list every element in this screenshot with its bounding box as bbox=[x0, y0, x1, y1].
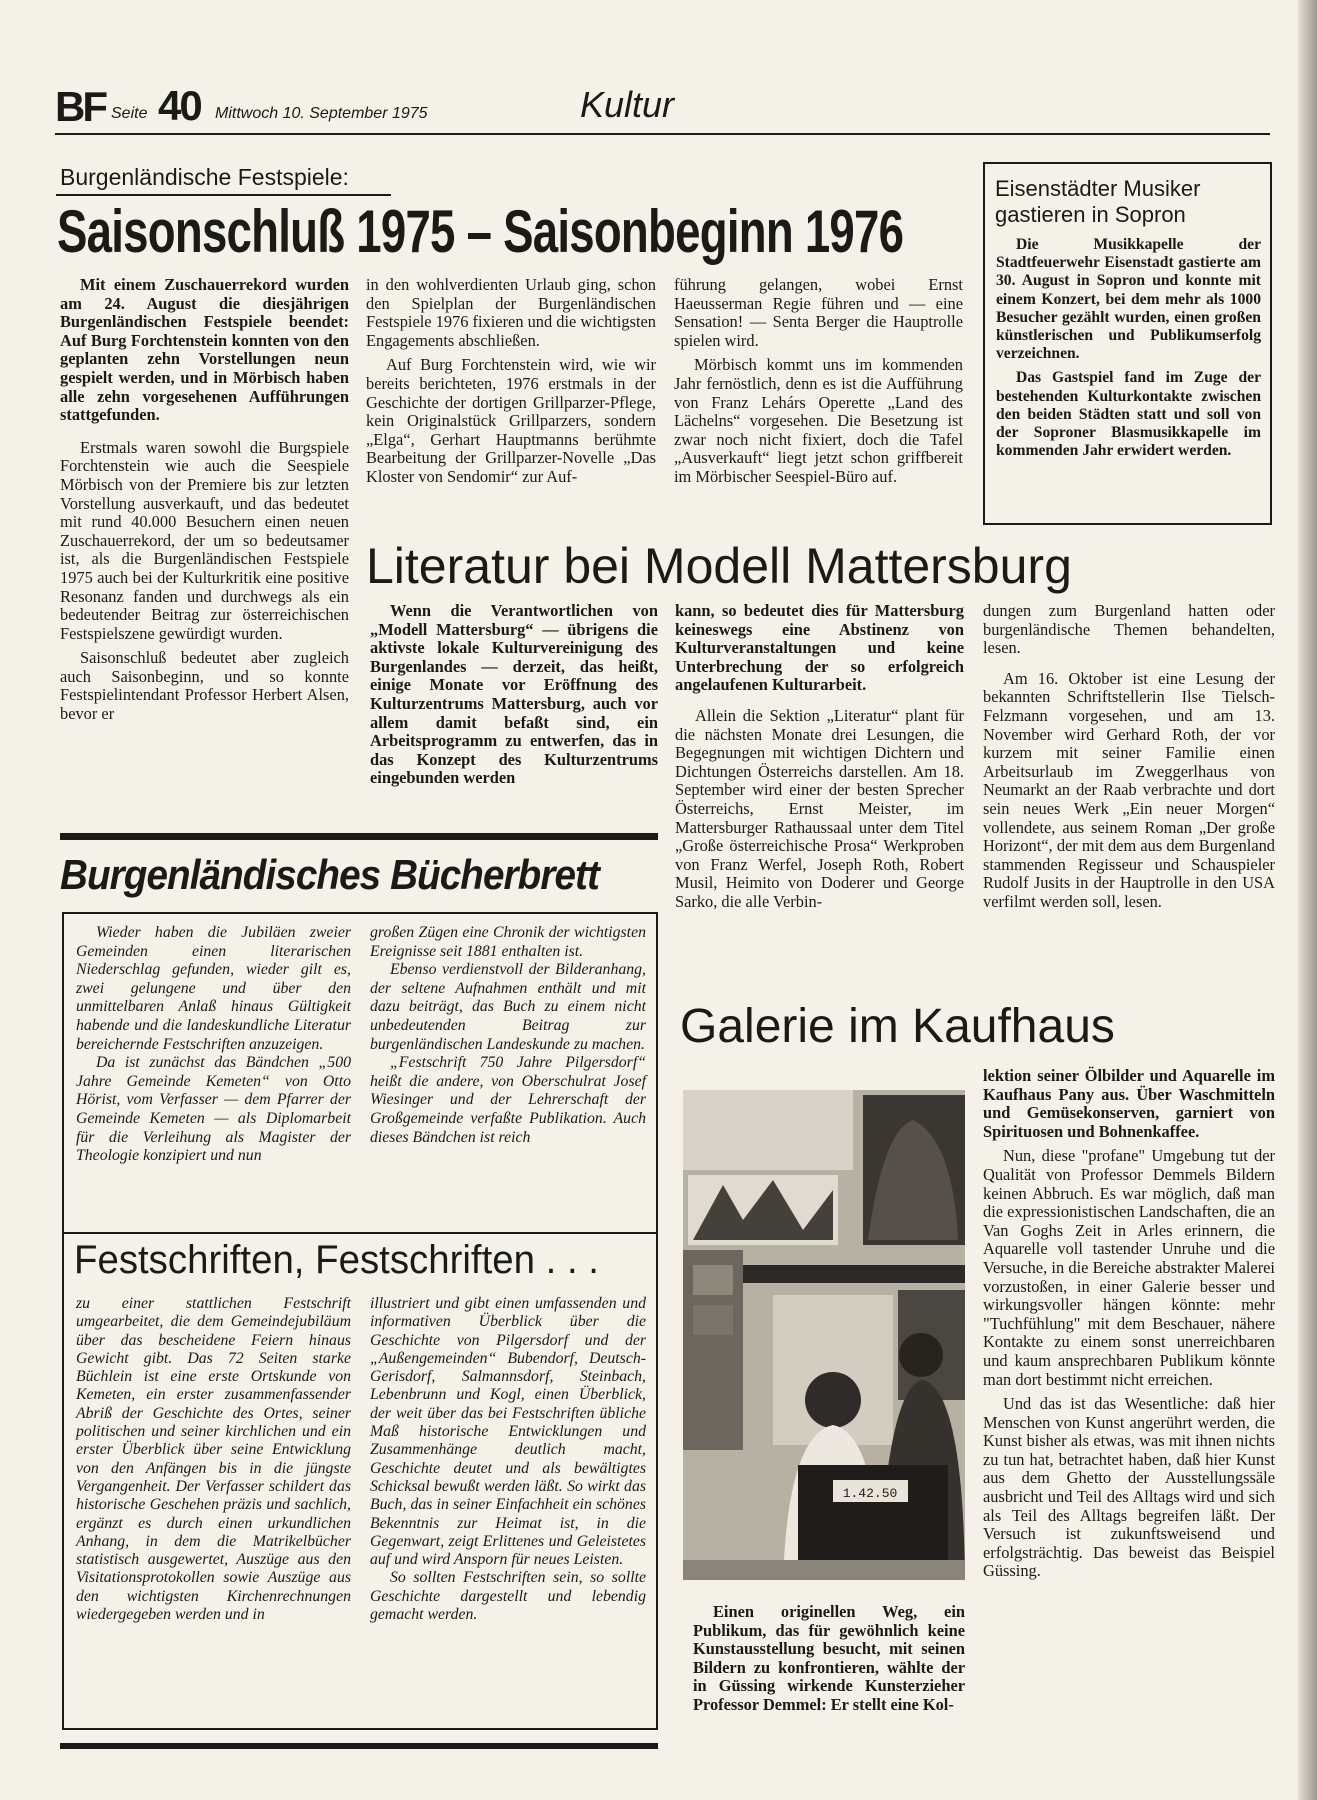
sopron-headline: Eisenstädter Musiker gastieren in Sopron bbox=[995, 176, 1201, 227]
festschriften-bottom-rule bbox=[60, 1743, 658, 1749]
page-label: Seite bbox=[111, 105, 148, 122]
galerie-photo-illustration bbox=[683, 1090, 965, 1580]
literatur-col-2 bbox=[675, 602, 964, 918]
page-edge bbox=[1298, 0, 1317, 1800]
buecherbrett-top-rule bbox=[60, 833, 658, 840]
festschriften-c3: So sollten Festschriften sein, so sollte Geschichte dargestellt und lebendig gemacht werden. bbox=[370, 1569, 646, 1624]
buecherbrett-c2: Da ist zunächst das Bändchen „500 Jahre Gemeinde Kemeten“ von Otto Hörist, vom Verfasser — dem Pfarrer der Gemeinde Kemeten — als Diplomarbeit für die Verleihung als Magister der Theologie konzipiert und nun bbox=[76, 1054, 351, 1165]
festspiele-p5: führung gelangen, wobei Ernst Haeusserman Regie führen und — eine Sensation! — Senta Berger die Hauptrolle spielen wird. bbox=[674, 275, 963, 350]
festschriften-c2: illustriert und gibt einen umfassenden und informativen Überblick über die Geschichte von Pilgersdorf und der „Außengemeinden“ Bubendorf, Deutsch-Gerisdorf, Salmannsdorf, Steinbach, Lebenbrunn und Kogl, einen Überblick, der weit über das bei Festschriften übliche Maß historische Entwicklungen und Zusammenhänge deutlich macht, Geschichte deutet und als bewältigtes Schicksal bewußt werden läßt. So wirkt das Buch, das in seiner Einfachheit ein schönes Bekenntnis zur Heimat ist, in die Gegenwart, zeigt Erlittenes und Geleistetes auf und wird Ansporn für neues Leisten. bbox=[370, 1295, 646, 1569]
buecherbrett-c3: großen Zügen eine Chronik der wichtigsten Ereignisse seit 1881 enthalten ist. bbox=[370, 924, 646, 960]
galerie-p1: Nun, diese "profane" Umgebung tut der Qualität von Professor Demmels Bildern keinen Abbruch. Es war möglich, daß man die expressionistischen Landschaften, die an Van Goghs Zeit in Arles erinnern, die Aquarelle voll tastender Unruhe und die Versuche, in die Bereiche abstrakter Malerei vorzustoßen, in einer Galerie besser und wirkungsvoller hängen könnte: mehr "Tuchfühlung" mit dem Beschauer, nähere Kontakte zu einem sonst unerreichbaren und kaum ansprechbaren Publikum könnte man dort bestimmt nicht erreichen. bbox=[983, 1146, 1275, 1389]
festspiele-lead: Mit einem Zuschauerrekord wurden am 24. August die diesjährigen Burgenländischen Festspiele beendet: Auf Burg Forchtenstein konnten von den geplanten zehn Vorstellungen neun gespielt werden, und in Mörbisch haben alle zehn vorgesehenen Aufführungen stattgefunden. bbox=[60, 275, 349, 425]
festspiele-kicker: Burgenländische Festspiele: bbox=[60, 164, 349, 190]
sopron-body bbox=[996, 236, 1261, 466]
buecherbrett-col-2 bbox=[370, 924, 646, 1153]
issue-date: Mittwoch 10. September 1975 bbox=[215, 105, 428, 122]
page-number: 40 bbox=[158, 82, 201, 129]
festspiele-p6: Mörbisch kommt uns im kommenden Jahr fernöstlich, denn es ist die Aufführung von Franz Lehárs Operette „Land des Lächelns“ vorgesehen. Die Besetzung ist zwar noch nicht fixiert, doch die Tafel „Ausverkauft“ liegt jetzt schon griffbereit im Mörbischer Seespiel-Büro auf. bbox=[674, 355, 963, 486]
sopron-p1: Die Musikkapelle der Stadtfeuerwehr Eisenstadt gastierte am 30. August in Sopron und konnte mit einem Konzert, bei dem mehr als 1000 Besucher gezählt wurden, einen großen künstlerischen und Publikumserfolg verzeichnen. bbox=[996, 236, 1261, 363]
galerie-headline: Galerie im Kaufhaus bbox=[680, 1000, 1115, 1053]
literatur-p1: Allein die Sektion „Literatur“ plant für die nächsten Monate drei Lesungen, die Begegnungen mit wichtigen Dichtern und Dichtungen Österreichs darstellen. Am 18. September wird einer der besten Sprecher Österreichs, Ernst Meister, im Mattersburger Rathaussaal unter dem Titel „Große österreichische Prosa“ Werkproben von Franz Werfel, Joseph Roth, Robert Musil, Heimito von Doderer und George Sarko, die alle Verbin- bbox=[675, 705, 964, 911]
literatur-lead-2: kann, so bedeutet dies für Mattersburg keineswegs eine Abstinenz von Kulturveranstaltungen und keine Unterbrechung der so erfolgreich angelaufenen Kulturarbeit. bbox=[675, 601, 964, 695]
festspiele-headline: Saisonschluß 1975 – Saisonbeginn 1976 bbox=[57, 198, 904, 265]
galerie-photo bbox=[683, 1090, 965, 1580]
festspiele-p2: Saisonschluß bedeutet aber zugleich auch Saisonbeginn, und so konnte Festspielintendant Professor Herbert Alsen, bevor er bbox=[60, 648, 349, 724]
galerie-col-right bbox=[983, 1067, 1275, 1587]
festschriften-c1: zu einer stattlichen Festschrift umgearbeitet, die dem Gemeindejubiläum über das bescheidene Feiern hinaus Gewicht gibt. Das 72 Seiten starke Büchlein ist eine erste Ortskunde von Kemeten, ein erster zusammenfassender Abriß der Geschichte des Ortes, seiner politischen und seiner kirchlichen und ein erster Überblick über seine Entwicklung von den Anfängen bis in die jüngste Vergangenheit. Der Verfasser schildert das historische Geschehen präzis und sachlich, ergänzt es durch einen urkundlichen Anhang, in dem die Matrikelbücher statistisch ausgewertet, Auszüge aus den Visitationsprotokollen sowie Auszüge aus den wichtigsten Kirchenrechnungen wiedergegeben werden und in bbox=[76, 1295, 351, 1624]
festspiele-p3: in den wohlverdienten Urlaub ging, schon den Spielplan der Burgenländischen Festspiele 1976 fixieren und die wichtigsten Engagements abschließen. bbox=[366, 275, 656, 350]
festschriften-headline: Festschriften, Festschriften . . . bbox=[74, 1238, 599, 1282]
galerie-lead: lektion seiner Ölbilder und Aquarelle im Kaufhaus Pany aus. Über Waschmitteln und Gemüsekonserven, garniert von Spirituosen und Bohnenkaffee. bbox=[983, 1066, 1275, 1141]
galerie-caption: Einen originellen Weg, ein Publikum, das für gewöhnlich keine Kunstausstellung besucht, mit seinen Bildern zu konfrontieren, wählte der in Güssing wirkende Kunsterzieher Professor Demmel: Er stellt eine Kol- bbox=[693, 1602, 965, 1714]
cash-register-display: 1.42.50 bbox=[842, 1486, 898, 1501]
literatur-lead: Wenn die Verantwortlichen von „Modell Mattersburg“ — übrigens die aktivste lokale Kulturvereinigung des Burgenlandes — derzeit, das heißt, einige Monate vor Eröffnung des Kulturzentrums Mattersburg, auch vor allem damit befaßt sind, ein Arbeitsprogramm zu entwerfen, das in das Konzept des Kulturzentrums eingebunden werden bbox=[370, 601, 658, 788]
festspiele-col-3 bbox=[674, 276, 963, 493]
festspiele-p4: Auf Burg Forchtenstein wird, wie wir bereits berichteten, 1976 erstmals in der Geschichte der dortigen Grillparzer-Pflege, kein Originalstück Grillparzers, sondern „Elga“, Gerhart Hauptmanns berühmte Bearbeitung der Grillparzer-Novelle „Das Kloster von Sendomir“ zur Auf- bbox=[366, 355, 656, 486]
festschriften-col-2 bbox=[370, 1295, 646, 1630]
header-rule bbox=[55, 133, 1270, 135]
galerie-caption-col bbox=[693, 1603, 965, 1721]
literatur-p2: dungen zum Burgenland hatten oder burgenländische Themen behandelten, lesen. bbox=[983, 601, 1275, 658]
festspiele-p1: Erstmals waren sowohl die Burgspiele Forchtenstein wie auch die Seespiele Mörbisch von der Premiere bis zur letzten Vorstellung ausverkauft, und das bedeutet mit rund 40.000 Besuchern einen neuen Zuschauerrekord, der um so bedeutsamer ist, als die Burgenländischen Festspiele 1975 auch bei der Kulturkritik eine positive Resonanz fanden und durchwegs als ein bedeutender Beitrag zur österreichischen Festspielszene gewürdigt wurden. bbox=[60, 437, 349, 643]
literatur-p3: Am 16. Oktober ist eine Lesung der bekannten Schriftstellerin Ilse Tielsch-Felzmann vorgesehen, und am 13. November wird Gerhard Roth, der vor kurzem mit seiner Familie einen Arbeitsurlaub im Zweggerlhaus von Neumarkt an der Raab verbrachte und dort sein neues Werk „Ein neuer Morgen“ vollendete, aus seinem Roman „Der große Horizont“, der mit dem aus dem Burgenland stammenden Regisseur und Schauspieler Rudolf Jusits in der Hauptrolle in den USA verfilmt werden soll, lesen. bbox=[983, 668, 1275, 911]
festschriften-top-rule bbox=[62, 1232, 658, 1234]
festschriften-col-1 bbox=[76, 1295, 351, 1630]
sopron-p2: Das Gastspiel fand im Zuge der bestehenden Kulturkontakte zwischen den beiden Städten statt und soll von der Soproner Blasmusikkapelle im kommenden Jahr erwidert werden. bbox=[996, 369, 1261, 460]
literatur-col-1 bbox=[370, 602, 658, 794]
section-title: Kultur bbox=[580, 84, 675, 125]
buecherbrett-c4: Ebenso verdienstvoll der Bilderanhang, der seltene Aufnahmen enthält und mit dazu beiträgt, das Buch zu einem nicht unbedeutenden Beitrag zur burgenländischen Landeskunde zu machen. bbox=[370, 961, 646, 1053]
literatur-headline: Literatur bei Modell Mattersburg bbox=[366, 538, 1072, 594]
buecherbrett-col-1 bbox=[76, 924, 351, 1172]
kicker-underline bbox=[56, 194, 391, 196]
festspiele-col-1 bbox=[60, 276, 349, 730]
buecherbrett-c1: Wieder haben die Jubiläen zweier Gemeinden einen literarischen Niederschlag gefunden, wieder gilt es, zwei gelungene und über den unmittelbaren Anlaß hinaus Gültigkeit habende und die landeskundliche Literatur bereichernde Festschriften anzuzeigen. bbox=[76, 924, 351, 1053]
buecherbrett-c5: „Festschrift 750 Jahre Pilgersdorf“ heißt die andere, von Oberschulrat Josef Wiesinger und der Lehrerschaft der Großgemeinde verfaßte Publikation. Auch dieses Bändchen ist reich bbox=[370, 1054, 646, 1146]
festspiele-col-2 bbox=[366, 276, 656, 493]
buecherbrett-headline: Burgenländisches Bücherbrett bbox=[60, 851, 599, 898]
masthead-logo: BF bbox=[55, 83, 105, 130]
galerie-p2: Und das ist das Wesentliche: daß hier Menschen von Kunst angerührt werden, die Kunst bisher als etwas, was mit ihnen nichts zu tun hat, betrachtet haben, daß hier Kunst aus dem Ghetto der Ausstellungssäle ausbricht und Teil des Alltags wird und sich als Teil des Alltags begreifen läßt. Der Versuch ist zukunftsweisend und erfolgsträchtig. Das beweist das Beispiel Güssing. bbox=[983, 1394, 1275, 1581]
literatur-col-3 bbox=[983, 602, 1275, 918]
